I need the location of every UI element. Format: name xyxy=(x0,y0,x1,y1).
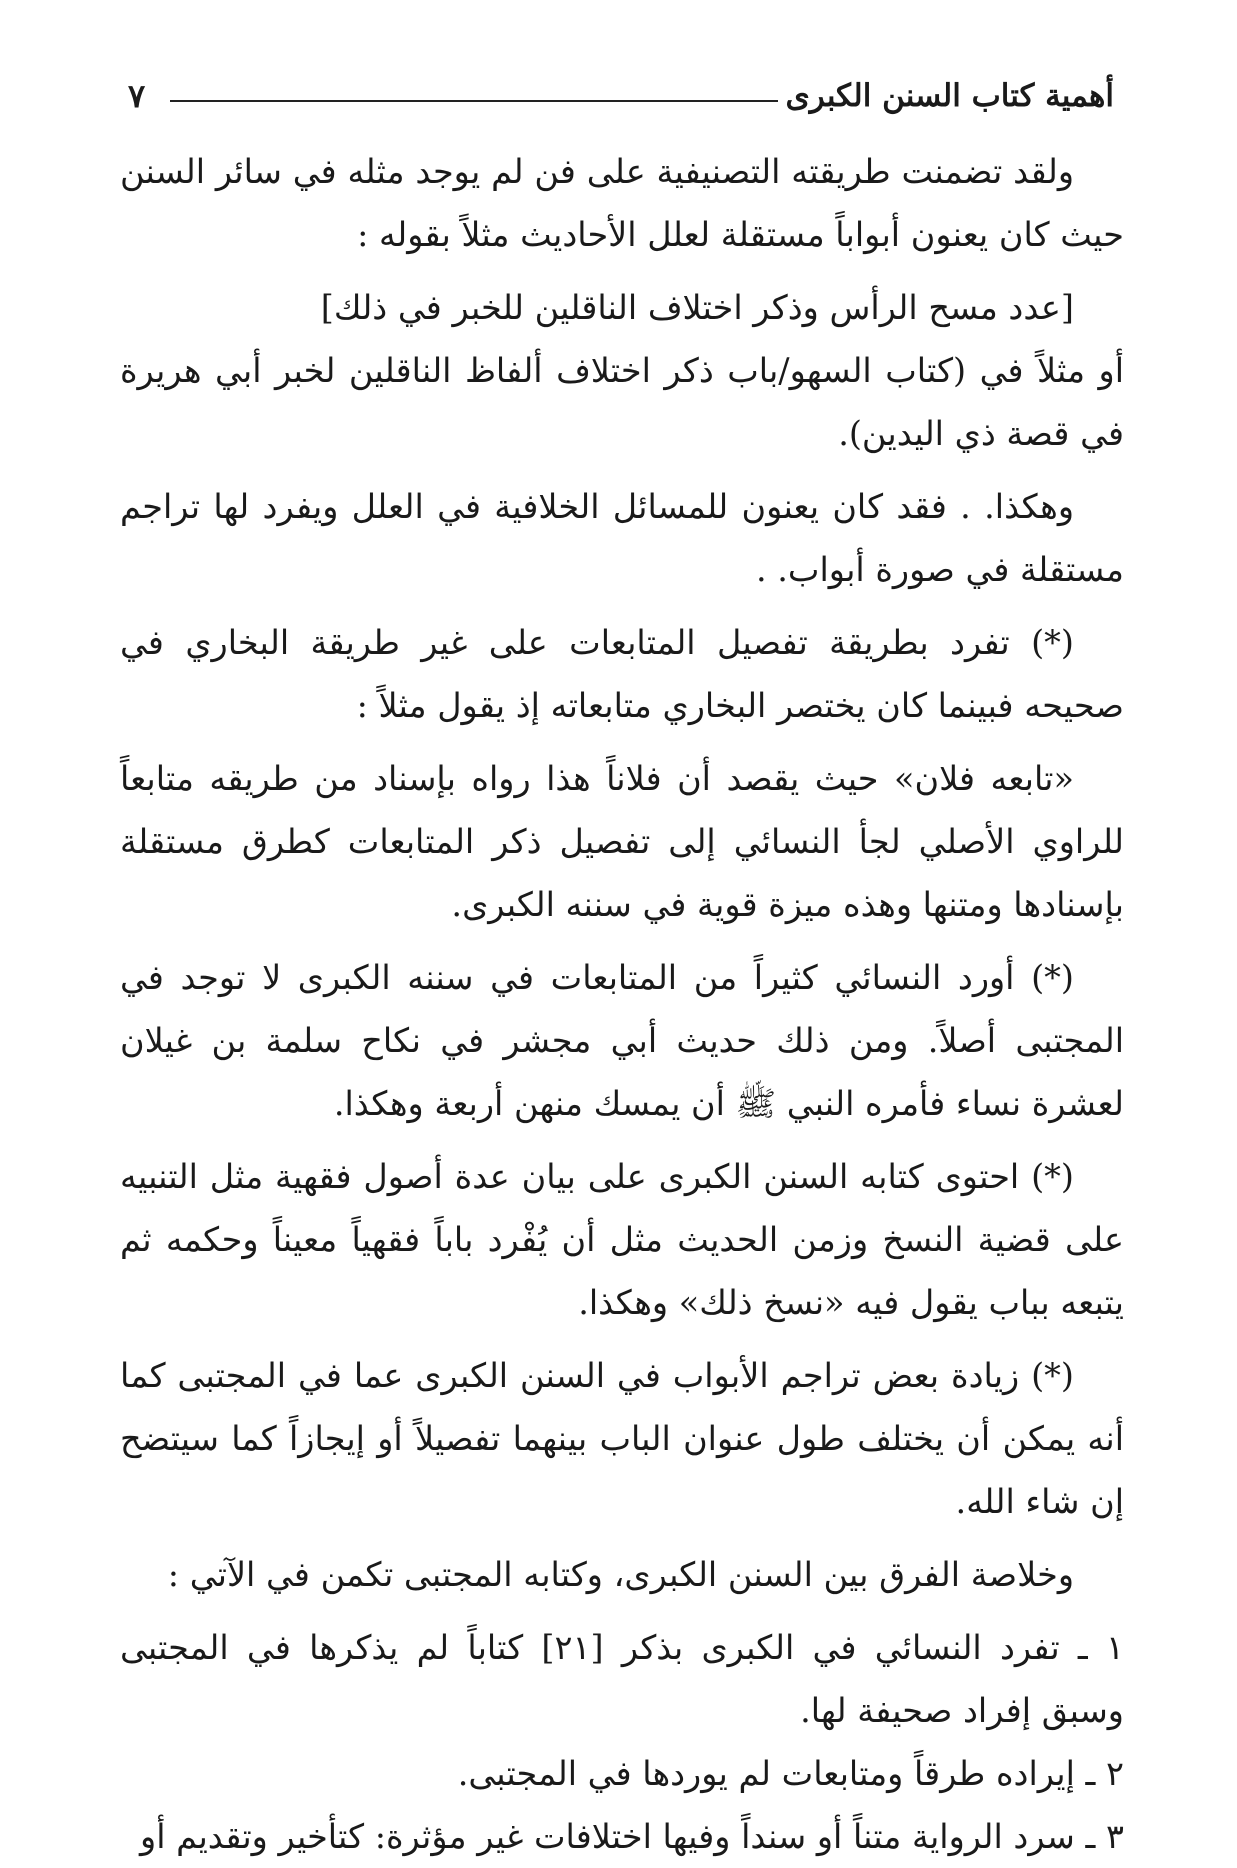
paragraph: ولقد تضمنت طريقته التصنيفية على فن لم يوجد مثله في سائر السنن حيث كان يعنون أبواباً مستقلة لعلل الأحاديث مثلاً بقوله : xyxy=(120,152,1124,254)
list-item: ٢ ـ إيراده طرقاً ومتابعات لم يوردها في المجتبى. xyxy=(457,1754,1124,1793)
paragraph: وخلاصة الفرق بين السنن الكبرى، وكتابه المجتبى تكمن في الآتي : xyxy=(167,1555,1074,1594)
paragraph: (*) زيادة بعض تراجم الأبواب في السنن الكبرى عما في المجتبى كما أنه يمكن أن يختلف طول عنوان الباب بينهما تفصيلاً أو إيجازاً كما سيتضح إن شاء الله. xyxy=(120,1356,1124,1521)
body-text xyxy=(120,140,1124,1868)
list-item: ٣ ـ سرد الرواية متناً أو سنداً وفيها اختلافات غير مؤثرة: كتأخير وتقديم أو xyxy=(140,1817,1124,1856)
page-header xyxy=(128,76,1114,132)
chapter-title-quote: [عدد مسح الرأس وذكر اختلاف الناقلين للخبر في ذلك] xyxy=(320,288,1074,327)
paragraph: (*) تفرد بطريقة تفصيل المتابعات على غير طريقة البخاري في صحيحه فبينما كان يختصر البخاري متابعاته إذ يقول مثلاً : xyxy=(120,623,1124,725)
paragraph: وهكذا. . فقد كان يعنون للمسائل الخلافية في العلل ويفرد لها تراجم مستقلة في صورة أبواب. . xyxy=(120,487,1124,589)
running-title: أهمية كتاب السنن الكبرى xyxy=(785,78,1114,114)
header-rule xyxy=(170,100,778,102)
paragraph: (*) أورد النسائي كثيراً من المتابعات في سننه الكبرى لا توجد في المجتبى أصلاً. ومن ذلك حديث أبي مجشر في نكاح سلمة بن غيلان لعشرة نساء فأمره النبي ﷺ أن يمسك منهن أربعة وهكذا. xyxy=(120,958,1124,1123)
paragraph: «تابعه فلان» حيث يقصد أن فلاناً هذا رواه بإسناد من طريقه متابعاً للراوي الأصلي لجأ النسائي إلى تفصيل ذكر المتابعات كطرق مستقلة بإسنادها ومتنها وهذه ميزة قوية في سننه الكبرى. xyxy=(120,759,1124,924)
paragraph: (*) احتوى كتابه السنن الكبرى على بيان عدة أصول فقهية مثل التنبيه على قضية النسخ وزمن الحديث مثل أن يُفْرد باباً فقهياً معيناً وحكمه ثم يتبعه بباب يقول فيه «نسخ ذلك» وهكذا. xyxy=(120,1157,1124,1322)
paragraph: أو مثلاً في (كتاب السهو/باب ذكر اختلاف ألفاظ الناقلين لخبر أبي هريرة في قصة ذي اليدين). xyxy=(120,351,1124,453)
list-item: ١ ـ تفرد النسائي في الكبرى بذكر [٢١] كتاباً لم يذكرها في المجتبى وسبق إفراد صحيفة لها. xyxy=(120,1628,1124,1730)
page-number: ٧ xyxy=(128,77,146,115)
